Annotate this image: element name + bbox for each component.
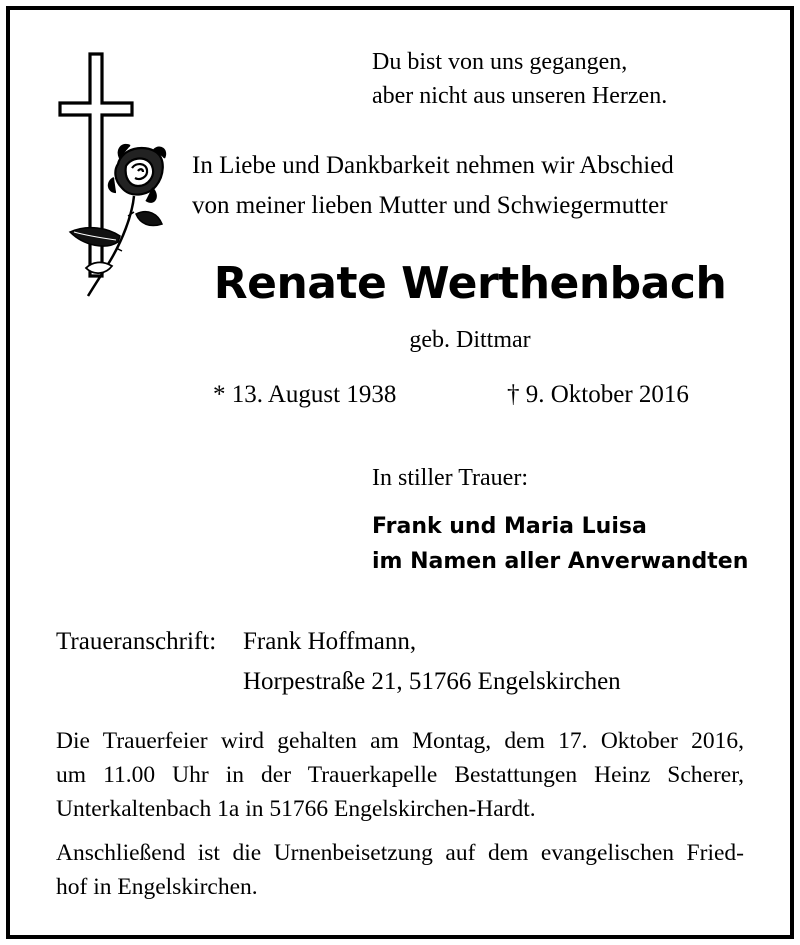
birth-date: * 13. August 1938 [213, 381, 397, 408]
address-label: Traueranschrift: [56, 628, 217, 655]
maiden-name: geb. Dittmar [409, 327, 531, 353]
mourners-line-2: im Namen aller Anverwandten [372, 549, 749, 574]
ceremony-line-3: Unterkaltenbach 1a in 51766 Engelskirchen-Hardt. [56, 796, 536, 822]
mourners-line-1: Frank und Maria Luisa [372, 514, 647, 539]
verse-line-2: aber nicht aus unseren Herzen. [372, 83, 668, 109]
ceremony-line-2: um 11.00 Uhr in der Trauerkapelle Bestattungen Heinz Scherer, [56, 762, 744, 788]
burial-paragraph [56, 836, 744, 904]
burial-line-2: hof in Engelskirchen. [56, 874, 258, 900]
mourners-label: In stiller Trauer: [372, 465, 528, 491]
address-street: Horpestraße 21, 51766 Engelskirchen [243, 668, 621, 695]
intro-line-1: In Liebe und Dankbarkeit nehmen wir Abschied [192, 152, 674, 179]
intro-line-2: von meiner lieben Mutter und Schwiegermutter [192, 192, 668, 219]
ceremony-line-1: Die Trauerfeier wird gehalten am Montag, dem 17. Oktober 2016, [56, 728, 744, 754]
deceased-name: Renate Werthenbach [213, 258, 727, 309]
burial-line-1: Anschließend ist die Urnenbeisetzung auf dem evangelischen Fried- [56, 840, 744, 866]
death-date: † 9. Oktober 2016 [507, 381, 689, 408]
ceremony-paragraph [56, 724, 744, 826]
verse-line-1: Du bist von uns gegangen, [372, 49, 628, 75]
address-name: Frank Hoffmann, [243, 628, 417, 655]
